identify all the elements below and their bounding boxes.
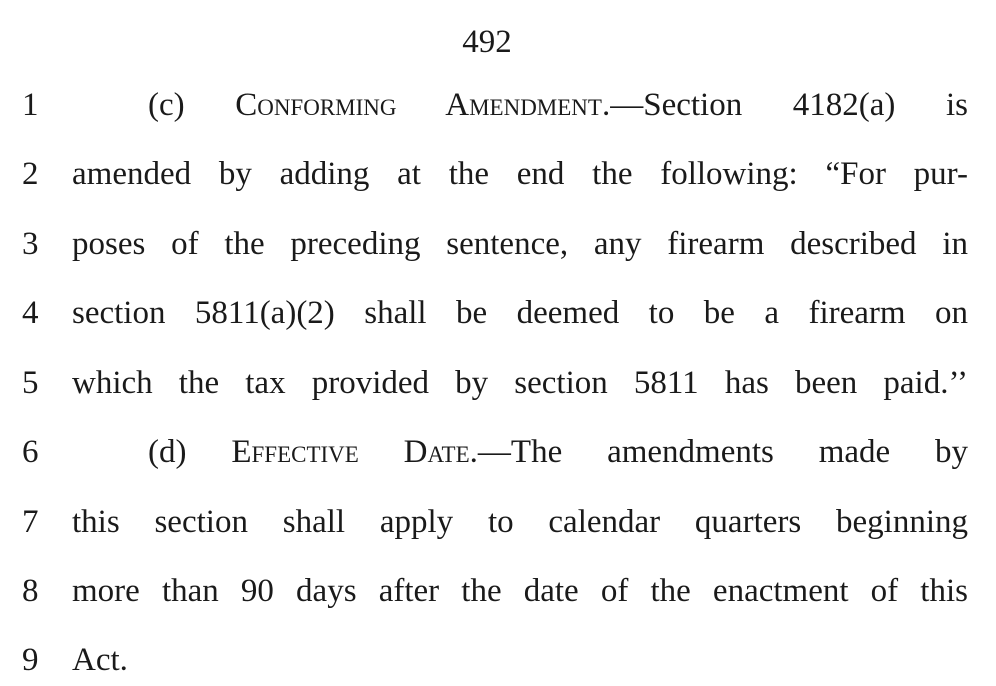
subsection-heading: Conforming Amendment. bbox=[235, 87, 611, 123]
text-line bbox=[0, 498, 996, 546]
page-number: 492 bbox=[462, 24, 512, 60]
text-line bbox=[0, 289, 996, 337]
text-line bbox=[0, 81, 996, 129]
line-text: amended by adding at the end the following: “For pur- bbox=[72, 156, 968, 192]
line-number: 8 bbox=[22, 573, 39, 609]
line-text bbox=[148, 81, 968, 129]
line-number: 3 bbox=[22, 226, 39, 262]
text-line bbox=[0, 567, 996, 615]
line-number: 1 bbox=[22, 87, 39, 123]
line-number: 6 bbox=[22, 434, 39, 470]
text-line bbox=[0, 150, 996, 198]
line-text: section 5811(a)(2) shall be deemed to be a firearm on bbox=[72, 295, 968, 331]
line-number: 5 bbox=[22, 365, 39, 401]
line-text: poses of the preceding sentence, any firearm described in bbox=[72, 226, 968, 262]
line-body: —The amendments made by bbox=[477, 434, 968, 470]
line-number: 9 bbox=[22, 642, 39, 678]
text-line bbox=[0, 220, 996, 268]
line-number: 2 bbox=[22, 156, 39, 192]
line-text: Act. bbox=[72, 642, 128, 678]
line-body: —Section 4182(a) is bbox=[610, 87, 968, 123]
line-text: more than 90 days after the date of the enactment of this bbox=[72, 573, 968, 609]
line-text bbox=[148, 428, 968, 476]
line-text: this section shall apply to calendar quarters beginning bbox=[72, 504, 968, 540]
line-text: which the tax provided by section 5811 has been paid.’’ bbox=[72, 365, 968, 401]
text-line bbox=[0, 636, 996, 684]
text-line bbox=[0, 428, 996, 476]
line-number: 7 bbox=[22, 504, 39, 540]
subsection-heading: Effective Date. bbox=[231, 434, 478, 470]
text-line bbox=[0, 359, 996, 407]
subsection-label: (d) bbox=[148, 434, 232, 470]
subsection-label: (c) bbox=[148, 87, 236, 123]
line-number: 4 bbox=[22, 295, 39, 331]
